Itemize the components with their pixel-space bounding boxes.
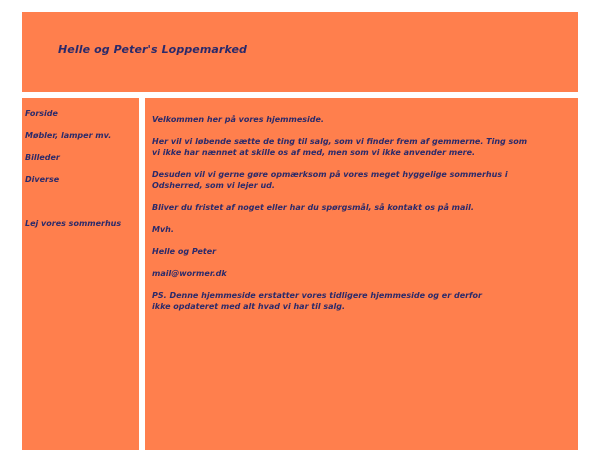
sidebar-nav <box>22 98 139 450</box>
contact-text: Bliver du fristet af noget eller har du spørgsmål, så kontakt os på mail. <box>152 203 474 212</box>
nav-link-lej-sommerhus[interactable]: Lej vores sommerhus <box>25 219 122 228</box>
nav-menu <box>25 109 121 229</box>
ps-line-1: PS. Denne hjemmeside erstatter vores tidligere hjemmeside og er derfor <box>152 291 482 300</box>
nav-link-mobler-lamper[interactable]: Møbler, lamper mv. <box>25 131 112 140</box>
email-paragraph <box>152 268 572 279</box>
summerhouse-paragraph <box>152 169 572 191</box>
welcome-text: Velkommen her på vores hjemmeside. <box>152 115 324 124</box>
content-body <box>152 114 572 312</box>
intro-paragraph <box>152 136 572 158</box>
email-link[interactable]: mail@wormer.dk <box>152 269 227 278</box>
site-title: Helle og Peter's Loppemarked <box>58 43 248 56</box>
summerhouse-line-1: Desuden vil vi gerne gøre opmærksom på vores meget hyggelige sommerhus i <box>152 170 508 179</box>
summerhouse-line-2: Odsherred, som vi lejer ud. <box>152 181 275 190</box>
ps-paragraph <box>152 290 572 312</box>
nav-link-billeder[interactable]: Billeder <box>25 153 60 162</box>
nav-link-diverse[interactable]: Diverse <box>25 175 60 184</box>
main-content-panel <box>145 98 578 450</box>
header-banner <box>22 12 578 92</box>
signature-text: Helle og Peter <box>152 247 217 256</box>
intro-line-2: vi ikke har nænnet at skille os af med, men som vi ikke anvender mere. <box>152 148 476 157</box>
greeting-text: Mvh. <box>152 225 174 234</box>
ps-line-2: ikke opdateret med alt hvad vi har til salg. <box>152 302 346 311</box>
nav-link-forside[interactable]: Forside <box>25 109 58 118</box>
intro-line-1: Her vil vi løbende sætte de ting til salg, som vi finder frem af gemmerne. Ting som <box>152 137 528 146</box>
